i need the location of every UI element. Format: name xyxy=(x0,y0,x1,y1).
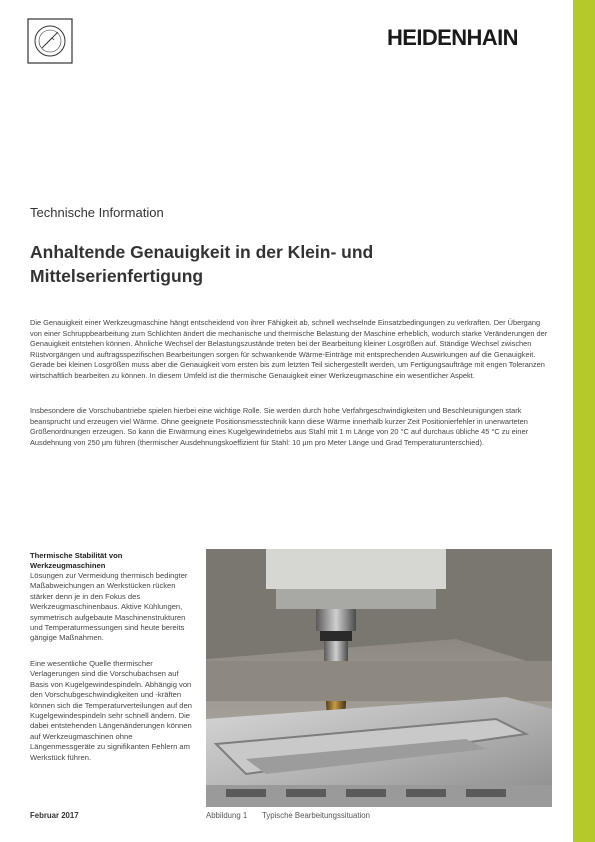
section-heading: Thermische Stabilität von Werkzeugmaschinen xyxy=(30,551,123,571)
figure-number: Abbildung 1 xyxy=(206,811,248,820)
intro-paragraph-2: Insbesondere die Vorschubantriebe spielen hierbei eine wichtige Rolle. Sie werden durch hohe Verfahrgeschwindigkeiten und Beschleunigungen stark beansprucht und erzeugen viel Wärme. Ohne geeignete Positionsmesstechnik kann diese Wärme innerhalb kurzer Zeit Positionierfehler in unerwarteten Größenordnungen erzeugen. So kann die Erwärmung eines Kugelgewindetriebs aus Stahl mit 1 m Länge von 20 °C auf durchaus übliche 45 °C zu einer Ausdehnung von 250 µm führen (thermischer Ausdehnungskoeffizient für Stahl: 10 µm pro Meter Länge und Grad Temperaturunterschied). xyxy=(30,406,529,447)
page-title: Anhaltende Genauigkeit in der Klein- und Mittelserienfertigung xyxy=(30,242,374,286)
accent-side-bar xyxy=(573,0,595,842)
publication-date: Februar 2017 xyxy=(30,811,79,820)
intro-paragraph-1: Die Genauigkeit einer Werkzeugmaschine hängt entscheidend von ihrer Fähigkeit ab, schnell wechselnde Einsatzbedingungen zu verkraften. Der Übergang von einer Schruppbearbeitung zum Schlichten ändert die mechanische und thermische Belastung der Maschine erheblich, wodurch starke Veränderungen der Genauigkeit entstehen können. Ähnliche Wechsel der Belastungszustände treten bei der Bearbeitung kleiner Losgrößen auf. Ständige Wechsel zwischen Rüstvorgängen und auftragsspezifischen Bearbeitungen sorgen für schwankende Wärme-Einträge mit entsprechenden Auswirkungen auf die Genauigkeit. Gerade bei kleinen Losgrößen muss aber die Genauigkeit vom ersten bis zum letzten Teil sichergestellt werden, um Fertigungsaufträge mit engen Toleranzen wirtschaftlich bearbeiten zu können. In diesem Umfeld ist die thermische Genauigkeit einer Werkzeugmaschine ein wesentlicher Aspekt. xyxy=(30,318,548,380)
quality-seal-icon xyxy=(27,18,73,64)
section-paragraph-2: Eine wesentliche Quelle thermischer Verlagerungen sind die Vorschubachsen auf Basis von Kugelgewindespindeln. Abhängig von den Vorschubgeschwindigkeiten und -kräften können sich die Temperaturverteilungen auf den Kugelgewindespindeln sehr schnell ändern. Die dabei entstehenden Längenänderungen können auf Werkzeugmaschinen ohne Längenmessgeräte zu signifikanten Fehlern am Werkstück führen. xyxy=(30,659,192,762)
machining-photo xyxy=(206,549,552,807)
brand-logo: HEIDENHAIN xyxy=(387,25,518,50)
section-paragraph-1: Lösungen zur Vermeidung thermisch bedingter Maßabweichungen an Werkstücken rücken stärker denn je in den Fokus des Werkzeugmaschinenbaus. Aktive Kühlungen, symmetrisch aufgebaute Maschinenstrukturen und Temperaturmessungen sind heute bereits gängige Maßnahmen. xyxy=(30,571,188,643)
document-type: Technische Information xyxy=(30,205,164,220)
figure-caption: Typische Bearbeitungssituation xyxy=(262,811,370,820)
